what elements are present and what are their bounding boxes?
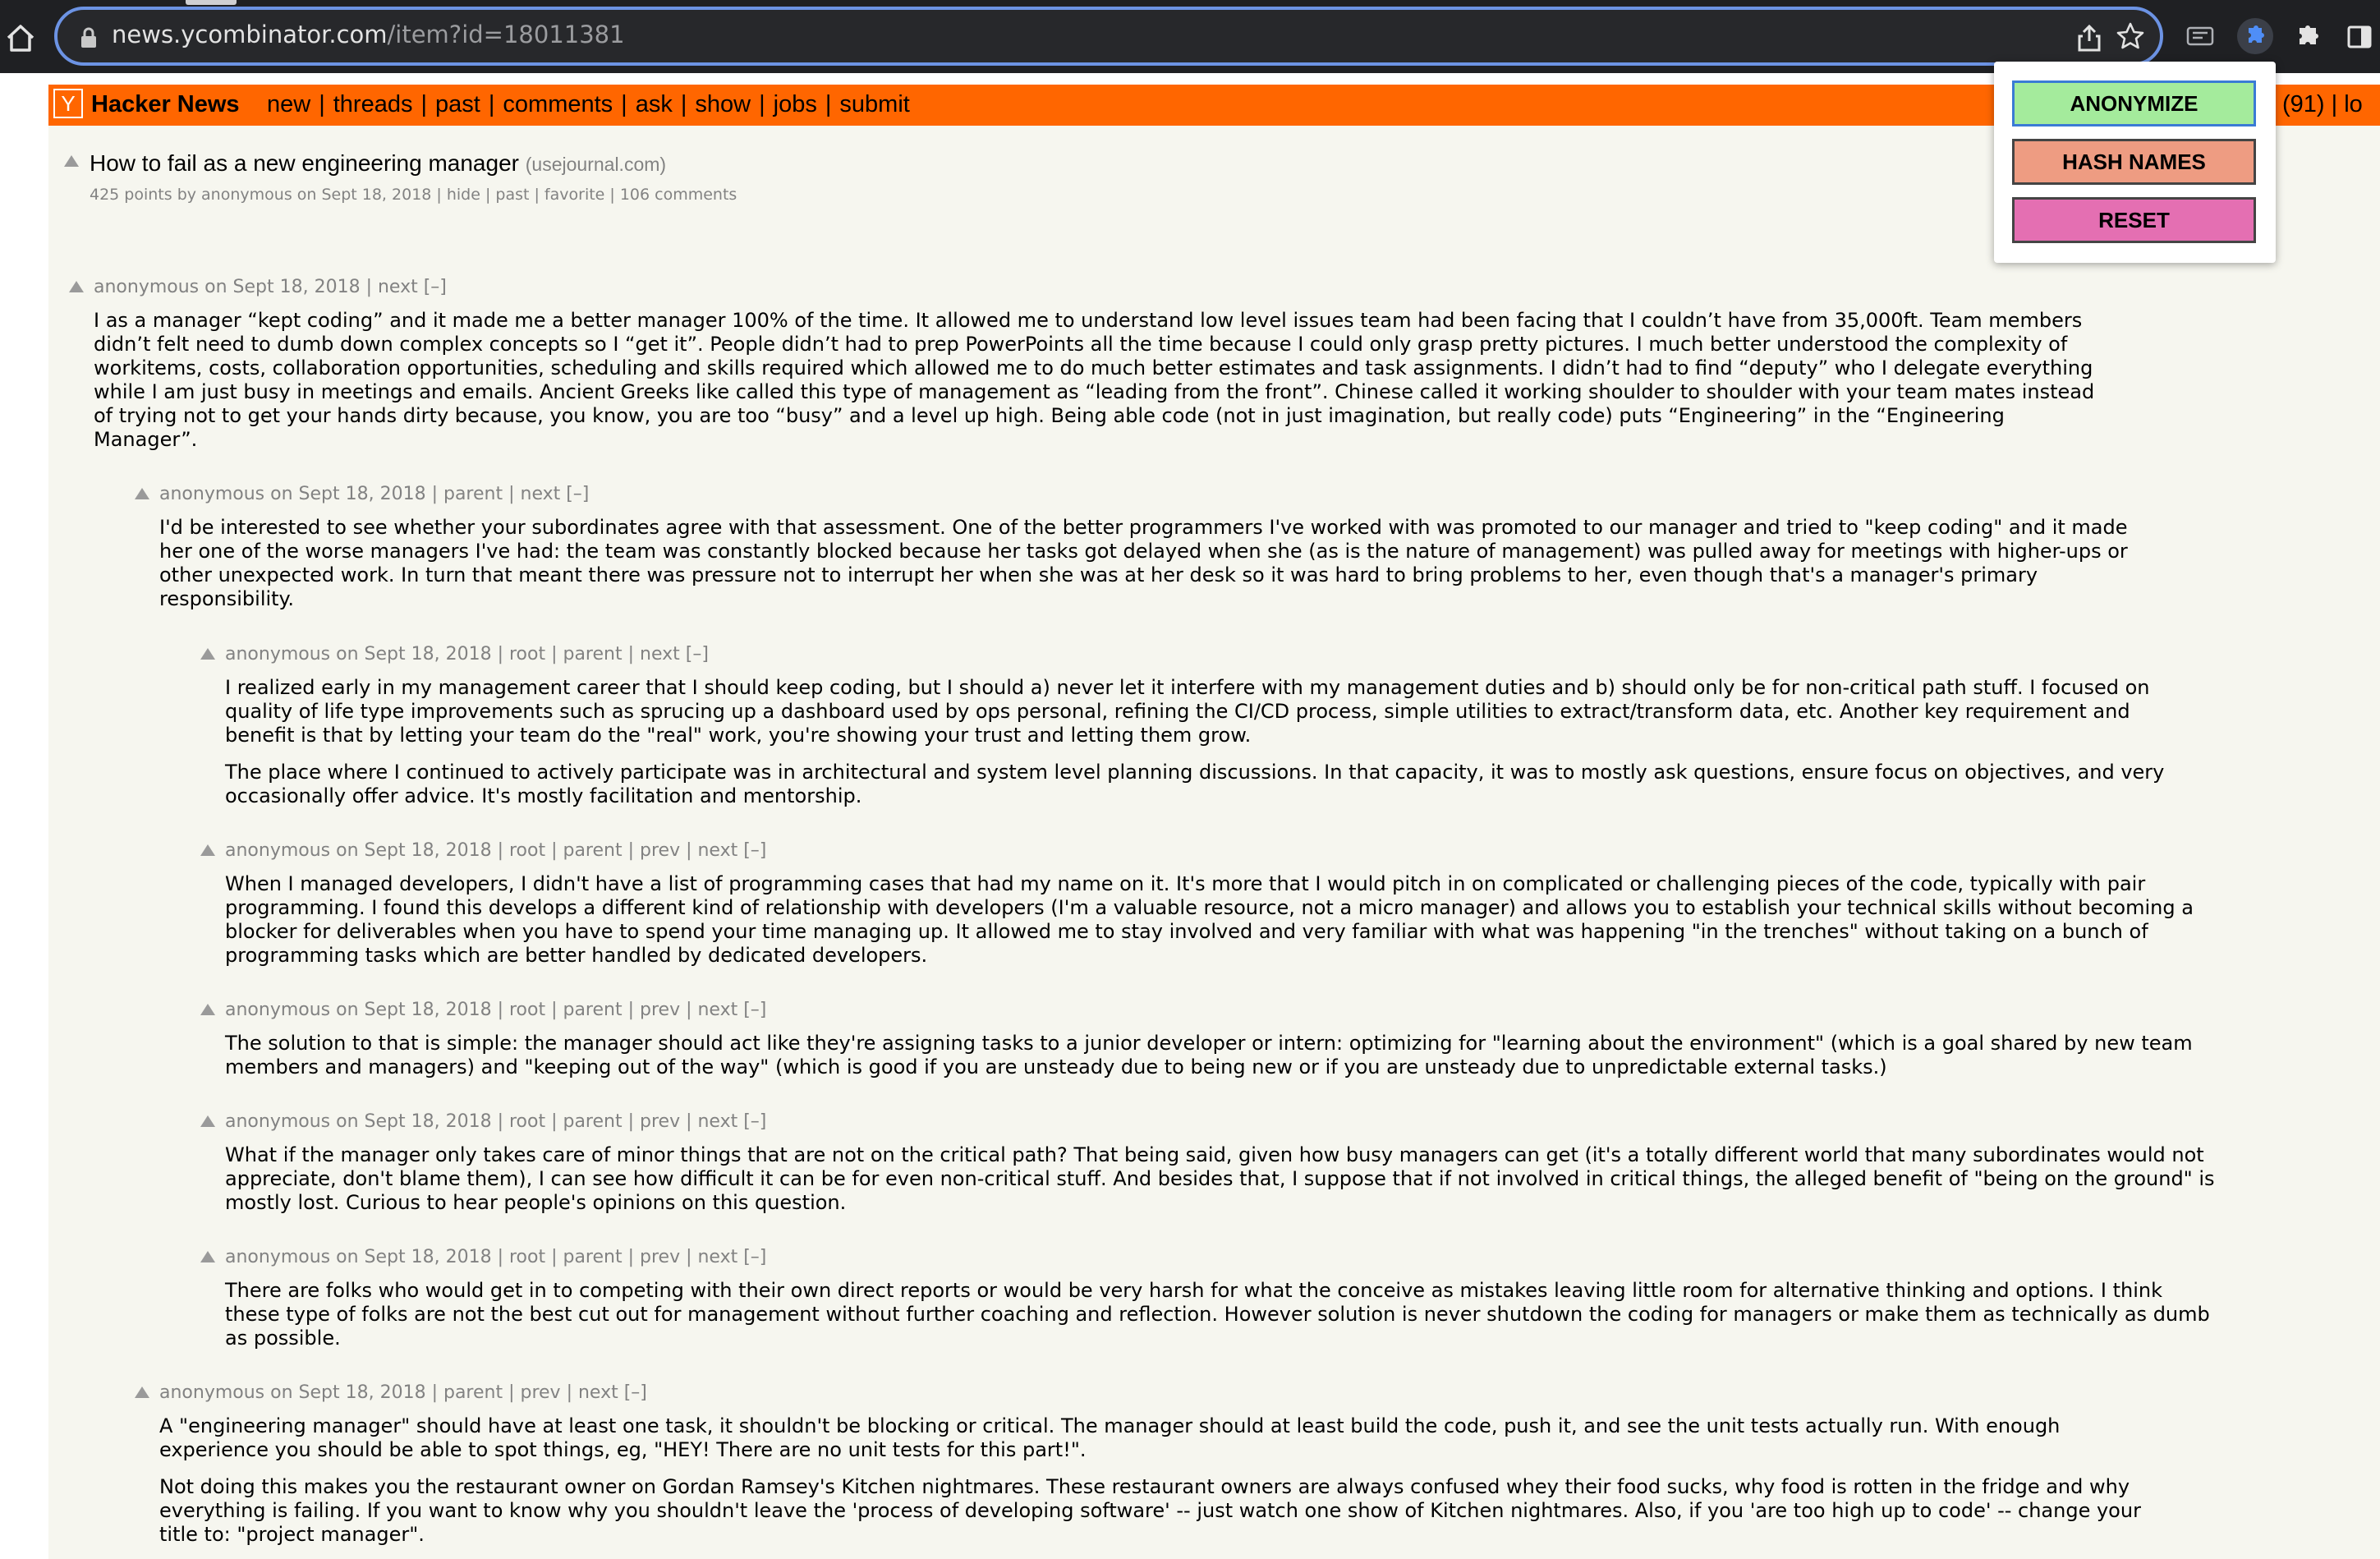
comment-body — [159, 516, 2163, 611]
comment-text: I'd be interested to see whether your subordinates agree with that assessment. One of the better programmers I've worked with was promoted to our manager and tried to "keep coding" and it made her one of the worse managers I've had: the team was constantly blocked because her tasks got delayed when she (as is the nature of management) was pulled away for meetings with higher-ups or other unexpected work. In turn that meant there was pressure not to interrupt her when she was at her desk so it was hard to bring problems to her, even though that's a manager's primary responsibility. — [159, 516, 2128, 610]
comment-body — [159, 1414, 2163, 1547]
comment-meta[interactable]: anonymous on Sept 18, 2018 | root | parent | next [–] — [225, 644, 709, 665]
comment-body — [225, 872, 2212, 968]
comment-text: The place where I continued to actively participate was in architectural and system level planning discussions. In that capacity, it was to mostly ask questions, ensure focus on objectives, and very occasionally offer advice. It's mostly facilitation and mentorship. — [225, 761, 2165, 807]
comment-body — [94, 309, 2097, 452]
hash-names-button[interactable]: HASH NAMES — [2012, 139, 2256, 185]
comment-text: What if the manager only takes care of minor things that are not on the critical path? That being said, given how busy managers can get (it's a totally different world that many subordinates would not appreciate, don't blame them), I can see how difficult it can be for even non-critical stuff. And besides that, I suppose that if not involved in critical things, the alleged benefit of "being on the ground" is mostly lost. Curious to hear people's opinions on this question. — [225, 1143, 2215, 1214]
comment-meta[interactable]: anonymous on Sept 18, 2018 | root | parent | prev | next [–] — [225, 840, 767, 861]
comment-text: There are folks who would get in to competing with their own direct reports or would be very harsh for what the conceive as mistakes leaving little room for alternative thinking and options. I think these type of folks are not the best cut out for management without further coaching and reflection. However solution is never shutdown the coding for managers or make them as technically as dumb as possible. — [225, 1279, 2210, 1350]
upvote-arrow-icon[interactable] — [64, 155, 79, 167]
comment-meta[interactable]: anonymous on Sept 18, 2018 | parent | prev | next [–] — [159, 1382, 647, 1403]
comment-meta[interactable]: anonymous on Sept 18, 2018 | next [–] — [94, 277, 447, 297]
lock-icon[interactable] — [79, 26, 99, 49]
nav-new[interactable]: new — [267, 91, 311, 117]
comment-meta[interactable]: anonymous on Sept 18, 2018 | parent | next [–] — [159, 484, 590, 504]
home-icon[interactable] — [3, 21, 38, 54]
puzzle-icon[interactable] — [2291, 20, 2324, 53]
nav-show[interactable]: show — [695, 91, 751, 117]
comment-body — [225, 1279, 2221, 1350]
upvote-arrow-icon[interactable] — [200, 1115, 215, 1127]
nav-comments[interactable]: comments — [503, 91, 613, 117]
share-icon[interactable] — [2076, 23, 2102, 53]
nav-submit[interactable]: submit — [839, 91, 910, 117]
reset-button[interactable]: RESET — [2012, 197, 2256, 243]
story-title[interactable]: How to fail as a new engineering manager — [90, 150, 519, 176]
comment-text: When I managed developers, I didn't have a list of programming cases that had my name on it. It's more that I would pitch in on complicated or challenging pieces of the code, typically with pair programming. I found this develops a different kind of relationship with developers (I'm a valuable resource, not a micro manager) and allows you to establish your technical skills without becoming a blocker for deliverables when you have to spend your time managing up. It allowed me to stay involved and very familiar with what was happening "in the trenches" without taking on a bunch of programming tasks which are better handled by dedicated developers. — [225, 872, 2194, 967]
comment-meta[interactable]: anonymous on Sept 18, 2018 | root | parent | prev | next [–] — [225, 1111, 767, 1132]
url-text[interactable]: news.ycombinator.com/item?id=18011381 — [112, 21, 625, 48]
address-bar[interactable] — [54, 7, 2163, 66]
anonymize-button[interactable]: ANONYMIZE — [2012, 80, 2256, 126]
star-icon[interactable] — [2116, 21, 2145, 51]
active-extension-icon[interactable] — [2237, 18, 2273, 54]
nav-past[interactable]: past — [435, 91, 480, 117]
upvote-arrow-icon[interactable] — [200, 844, 215, 856]
user-karma-links[interactable]: (91) | lo — [2282, 91, 2363, 117]
upvote-arrow-icon[interactable] — [200, 1004, 215, 1015]
nav-threads[interactable]: threads — [333, 91, 413, 117]
nav-ask[interactable]: ask — [635, 91, 673, 117]
comment-text: Not doing this makes you the restaurant owner on Gordan Ramsey's Kitchen nightmares. These restaurant owners are always confused whey their food sucks, why food is rotten in the fridge and why everything is failing. If you want to know why you shouldn't leave the 'process of developing software' -- just watch one show of Kitchen nightmares. Also, if you 'are too high up to code' -- change your title to: "project manager". — [159, 1475, 2141, 1546]
nav-links: new | threads | past | comments | ask | show | jobs | submit — [267, 91, 910, 117]
extension-icon[interactable] — [2185, 20, 2217, 53]
upvote-arrow-icon[interactable] — [135, 1387, 149, 1398]
story-title-row — [90, 150, 666, 177]
upvote-arrow-icon[interactable] — [69, 281, 84, 292]
comment-text: I realized early in my management career that I should keep coding, but I should a) never let it interfere with my management duties and b) should only be for non-critical path stuff. I focused on quality of life type improvements such as sprucing up a dashboard used by ops personal, refining the CI/CD process, simple utilities to extract/transform data, etc. Another key requirement and benefit is that by letting your team do the "real" work, you're showing your trust and letting them grow. — [225, 676, 2150, 747]
comment-meta[interactable]: anonymous on Sept 18, 2018 | root | parent | prev | next [–] — [225, 1000, 767, 1020]
comment-text: The solution to that is simple: the manager should act like they're assigning tasks to a junior developer or intern: optimizing for "learning about the environment" (which is a goal shared by new team members and managers) and "keeping out of the way" (which is good if you are unsteady due to being new or if you are unsteady due to unpredictable external tasks.) — [225, 1032, 2193, 1078]
comment-body — [225, 1143, 2221, 1215]
upvote-arrow-icon[interactable] — [200, 648, 215, 660]
upvote-arrow-icon[interactable] — [135, 488, 149, 499]
comment-text: A "engineering manager" should have at least one task, it shouldn't be blocking or critical. The manager should at least build the code, push it, and see the unit tests actually run. With enough experience you should be able to spot things, eg, "HEY! There are no unit tests for this part!". — [159, 1414, 2061, 1461]
hn-logo[interactable]: Y — [53, 89, 83, 118]
active-tab-indicator — [186, 0, 237, 5]
upvote-arrow-icon[interactable] — [200, 1251, 215, 1262]
nav-jobs[interactable]: jobs — [773, 91, 817, 117]
comment-meta[interactable]: anonymous on Sept 18, 2018 | root | parent | prev | next [–] — [225, 1247, 767, 1267]
side-panel-icon[interactable] — [2347, 25, 2372, 49]
comment-body — [225, 1032, 2212, 1079]
story-subtext[interactable]: 425 points by anonymous on Sept 18, 2018 | hide | past | favorite | 106 comments — [90, 186, 737, 204]
comment-text: I as a manager “kept coding” and it made me a better manager 100% of the time. It allowed me to understand low level issues team had been facing that I couldn’t have from 35,000ft. Team members didn’t felt need to dumb down complex concepts so I “get it”. People didn’t had to prep PowerPoints all the time because I could only grasp pretty pictures. I much better understood the complexity of workitems, costs, collaboration opportunities, scheduling and skills required which allowed me to do much better estimates and task assignments. I didn’t had to find “deputy” who I delegate everything while I am just busy in meetings and emails. Ancient Greeks like called this type of management as “leading from the front”. Chinese called it working shoulder to shoulder with your team mates instead of trying not to get your hands dirty because, you know, you are too “busy” and a level up high. Being able code (not in just imagination, but really code) puts “Engineering” in the “Engineering Manager”. — [94, 309, 2095, 451]
story-site[interactable]: (usejournal.com) — [525, 154, 667, 175]
extension-popup — [1994, 62, 2276, 263]
comment-body — [225, 676, 2196, 808]
site-title[interactable]: Hacker News — [91, 91, 240, 117]
